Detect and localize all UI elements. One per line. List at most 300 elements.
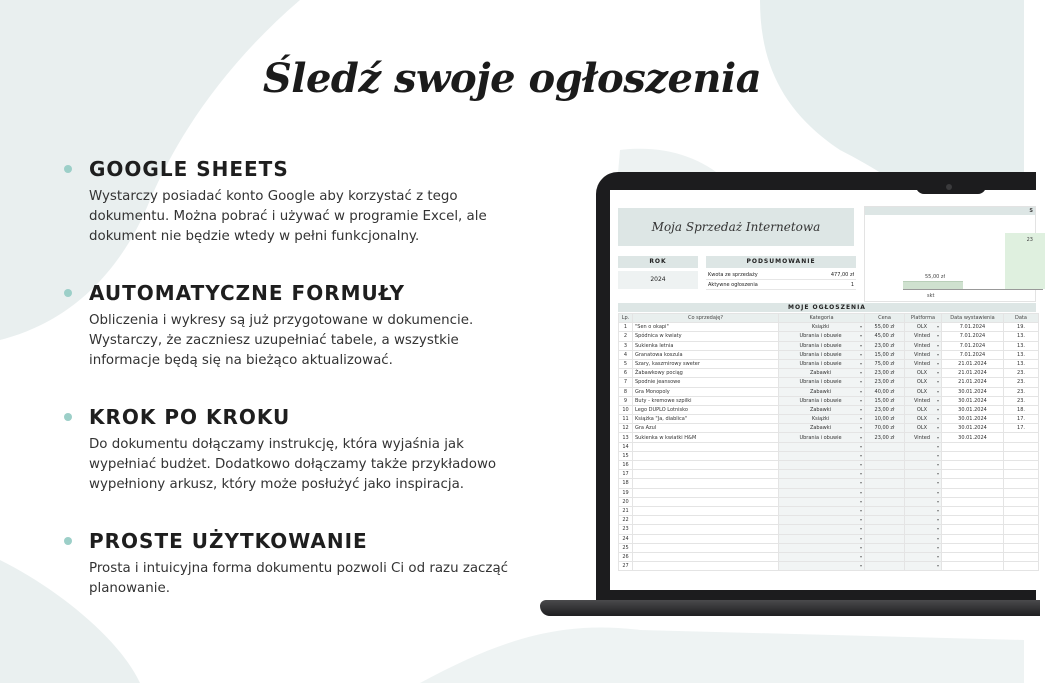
table-cell[interactable] xyxy=(633,424,779,433)
table-cell[interactable] xyxy=(865,442,905,451)
table-cell[interactable] xyxy=(865,506,905,515)
table-cell[interactable] xyxy=(865,525,905,534)
dropdown-arrow-icon[interactable]: ▾ xyxy=(936,480,939,486)
table-cell[interactable] xyxy=(633,543,779,552)
table-row xyxy=(619,323,1039,332)
cell-value: Książki xyxy=(811,416,830,423)
table-cell[interactable] xyxy=(633,516,779,525)
cell-value: OLX xyxy=(916,425,928,432)
table-cell[interactable] xyxy=(619,451,633,460)
table-cell[interactable] xyxy=(905,359,942,368)
table-cell[interactable] xyxy=(865,350,905,359)
table-cell[interactable] xyxy=(865,543,905,552)
table-cell[interactable] xyxy=(1004,552,1039,561)
table-cell[interactable] xyxy=(779,378,865,387)
bullet-dot-icon xyxy=(64,165,72,173)
table-cell[interactable] xyxy=(779,488,865,497)
cell-value: Ubrania i obuwie xyxy=(799,342,842,349)
table-cell[interactable] xyxy=(865,562,905,571)
table-row xyxy=(619,369,1039,378)
table-cell[interactable] xyxy=(779,470,865,479)
table-cell[interactable] xyxy=(619,516,633,525)
table-cell[interactable] xyxy=(942,562,1004,571)
feature-description: Obliczenia i wykresy są już przygotowane w dokumencie. Wystarczy, że zaczniesz uzupełniać tabele, a wszystkie informacje będą się na bieżąco aktualizować. xyxy=(89,313,474,368)
table-cell[interactable] xyxy=(942,359,1004,368)
dropdown-arrow-icon[interactable]: ▾ xyxy=(859,406,862,412)
dropdown-arrow-icon[interactable]: ▾ xyxy=(859,462,862,468)
table-cell[interactable] xyxy=(1004,488,1039,497)
dropdown-arrow-icon[interactable]: ▾ xyxy=(859,471,862,477)
table-cell[interactable] xyxy=(619,488,633,497)
cell-value: Zabawki xyxy=(809,406,832,413)
table-cell[interactable] xyxy=(619,405,633,414)
table-cell[interactable] xyxy=(619,543,633,552)
table-cell[interactable] xyxy=(905,516,942,525)
summary-header: PODSUMOWANIE xyxy=(706,256,856,268)
dropdown-arrow-icon[interactable]: ▾ xyxy=(936,489,939,495)
table-cell[interactable] xyxy=(1004,424,1039,433)
table-cell[interactable] xyxy=(633,451,779,460)
dropdown-arrow-icon[interactable]: ▾ xyxy=(859,379,862,385)
cell-value: Vinted xyxy=(913,397,931,404)
dropdown-arrow-icon[interactable]: ▾ xyxy=(859,508,862,514)
table-cell[interactable] xyxy=(619,497,633,506)
column-header: Data wystawienia xyxy=(942,314,1004,323)
dropdown-arrow-icon[interactable]: ▾ xyxy=(859,425,862,431)
chart-header-letter: S xyxy=(1029,208,1033,214)
table-cell[interactable] xyxy=(1004,359,1039,368)
table-cell[interactable] xyxy=(905,543,942,552)
table-cell[interactable] xyxy=(1004,562,1039,571)
table-cell[interactable] xyxy=(905,497,942,506)
table-cell[interactable] xyxy=(865,516,905,525)
dropdown-arrow-icon[interactable]: ▾ xyxy=(936,471,939,477)
cell-value: 30.01.2024 xyxy=(958,416,987,423)
cell-value: 21.01.2024 xyxy=(958,370,987,377)
table-cell[interactable] xyxy=(1004,323,1039,332)
table-cell[interactable] xyxy=(905,562,942,571)
table-cell[interactable] xyxy=(942,378,1004,387)
dropdown-arrow-icon[interactable]: ▾ xyxy=(859,443,862,449)
bullet-dot-icon xyxy=(64,537,72,545)
table-cell[interactable] xyxy=(1004,332,1039,341)
table-cell[interactable] xyxy=(865,552,905,561)
dropdown-arrow-icon[interactable]: ▾ xyxy=(936,370,939,376)
table-cell[interactable] xyxy=(633,350,779,359)
table-cell[interactable] xyxy=(942,433,1004,442)
dropdown-arrow-icon[interactable]: ▾ xyxy=(936,563,939,569)
table-cell[interactable] xyxy=(942,415,1004,424)
dropdown-arrow-icon[interactable]: ▾ xyxy=(936,406,939,412)
cell-value: 13. xyxy=(1017,333,1025,340)
table-cell[interactable] xyxy=(779,396,865,405)
table-cell[interactable] xyxy=(779,543,865,552)
table-cell[interactable] xyxy=(619,359,633,368)
table-cell[interactable] xyxy=(942,552,1004,561)
cell-value: 14 xyxy=(622,443,629,450)
table-cell[interactable] xyxy=(865,461,905,470)
table-cell[interactable] xyxy=(779,424,865,433)
table-cell[interactable] xyxy=(942,488,1004,497)
table-cell[interactable] xyxy=(1004,405,1039,414)
page-title: Śledź swoje ogłoszenia xyxy=(262,55,762,102)
table-cell[interactable] xyxy=(865,332,905,341)
table-cell[interactable] xyxy=(865,405,905,414)
dropdown-arrow-icon[interactable]: ▾ xyxy=(859,489,862,495)
table-cell[interactable] xyxy=(865,433,905,442)
table-cell[interactable] xyxy=(1004,433,1039,442)
table-cell[interactable] xyxy=(942,543,1004,552)
dropdown-arrow-icon[interactable]: ▾ xyxy=(936,443,939,449)
dropdown-arrow-icon[interactable]: ▾ xyxy=(859,544,862,550)
dropdown-arrow-icon[interactable]: ▾ xyxy=(859,333,862,339)
table-cell[interactable] xyxy=(1004,350,1039,359)
dropdown-arrow-icon[interactable]: ▾ xyxy=(859,361,862,367)
table-cell[interactable] xyxy=(905,332,942,341)
table-cell[interactable] xyxy=(905,369,942,378)
table-cell[interactable] xyxy=(633,341,779,350)
table-cell[interactable] xyxy=(905,424,942,433)
table-cell[interactable] xyxy=(779,332,865,341)
table-cell[interactable] xyxy=(619,369,633,378)
table-cell[interactable] xyxy=(779,506,865,515)
cell-value: 15,00 zł xyxy=(874,351,895,358)
dropdown-arrow-icon[interactable]: ▾ xyxy=(859,563,862,569)
dropdown-arrow-icon[interactable]: ▾ xyxy=(859,452,862,458)
table-body xyxy=(619,323,1039,571)
dropdown-arrow-icon[interactable]: ▾ xyxy=(936,333,939,339)
table-cell[interactable] xyxy=(633,387,779,396)
table-cell[interactable] xyxy=(865,479,905,488)
cell-value: Vinted xyxy=(913,333,931,340)
table-cell[interactable] xyxy=(905,525,942,534)
table-cell[interactable] xyxy=(633,470,779,479)
table-cell[interactable] xyxy=(1004,387,1039,396)
table-cell[interactable] xyxy=(942,451,1004,460)
table-cell[interactable] xyxy=(942,323,1004,332)
table-cell[interactable] xyxy=(905,405,942,414)
table-cell[interactable] xyxy=(619,341,633,350)
table-cell[interactable] xyxy=(942,442,1004,451)
dropdown-arrow-icon[interactable]: ▾ xyxy=(936,388,939,394)
table-cell[interactable] xyxy=(905,552,942,561)
table-cell[interactable] xyxy=(905,350,942,359)
cell-value: 13. xyxy=(1017,342,1025,349)
cell-value: Żabawkowy pociąg xyxy=(635,370,683,377)
table-cell[interactable] xyxy=(905,433,942,442)
dropdown-arrow-icon[interactable]: ▾ xyxy=(936,526,939,532)
dropdown-arrow-icon[interactable]: ▾ xyxy=(936,553,939,559)
table-cell[interactable] xyxy=(619,378,633,387)
table-cell[interactable] xyxy=(1004,396,1039,405)
cell-value: Zabawki xyxy=(809,370,832,377)
table-row xyxy=(619,497,1039,506)
cell-value: Vinted xyxy=(913,351,931,358)
table-cell[interactable] xyxy=(619,350,633,359)
table-cell[interactable] xyxy=(865,387,905,396)
dropdown-arrow-icon[interactable]: ▾ xyxy=(936,379,939,385)
table-cell[interactable] xyxy=(1004,543,1039,552)
table-cell[interactable] xyxy=(619,332,633,341)
cell-value: 1 xyxy=(623,324,628,331)
chart-axis xyxy=(903,289,1043,290)
dropdown-arrow-icon[interactable]: ▾ xyxy=(936,416,939,422)
dropdown-arrow-icon[interactable]: ▾ xyxy=(936,434,939,440)
table-cell[interactable] xyxy=(779,405,865,414)
year-value[interactable]: 2024 xyxy=(618,271,698,289)
table-cell[interactable] xyxy=(1004,341,1039,350)
dropdown-arrow-icon[interactable]: ▾ xyxy=(936,324,939,330)
table-cell[interactable] xyxy=(619,424,633,433)
table-cell[interactable] xyxy=(1004,378,1039,387)
table-cell[interactable] xyxy=(779,461,865,470)
table-cell[interactable] xyxy=(942,534,1004,543)
table-cell[interactable] xyxy=(619,396,633,405)
column-header: Kategoria xyxy=(779,314,865,323)
dropdown-arrow-icon[interactable]: ▾ xyxy=(936,397,939,403)
dropdown-arrow-icon[interactable]: ▾ xyxy=(859,370,862,376)
listings-table-title: MOJE OGŁOSZENIA xyxy=(618,303,1036,312)
table-cell[interactable] xyxy=(779,323,865,332)
cell-value: 25 xyxy=(622,544,629,551)
table-cell[interactable] xyxy=(942,341,1004,350)
table-cell[interactable] xyxy=(779,525,865,534)
table-row xyxy=(619,479,1039,488)
table-cell[interactable] xyxy=(905,378,942,387)
cell-value: 10,00 zł xyxy=(874,416,895,423)
table-cell[interactable] xyxy=(905,479,942,488)
table-cell[interactable] xyxy=(779,433,865,442)
table-cell[interactable] xyxy=(779,451,865,460)
chart-category-label: skt xyxy=(927,293,935,299)
table-cell[interactable] xyxy=(942,506,1004,515)
dropdown-arrow-icon[interactable]: ▾ xyxy=(859,416,862,422)
table-cell[interactable] xyxy=(905,506,942,515)
table-cell[interactable] xyxy=(619,525,633,534)
table-cell[interactable] xyxy=(905,387,942,396)
table-cell[interactable] xyxy=(865,497,905,506)
table-cell[interactable] xyxy=(619,442,633,451)
table-cell[interactable] xyxy=(942,479,1004,488)
table-cell[interactable] xyxy=(633,534,779,543)
table-cell[interactable] xyxy=(905,488,942,497)
table-cell[interactable] xyxy=(865,369,905,378)
table-cell[interactable] xyxy=(942,461,1004,470)
table-cell[interactable] xyxy=(633,323,779,332)
table-cell[interactable] xyxy=(619,479,633,488)
dropdown-arrow-icon[interactable]: ▾ xyxy=(859,480,862,486)
table-cell[interactable] xyxy=(779,415,865,424)
table-row xyxy=(619,534,1039,543)
dropdown-arrow-icon[interactable]: ▾ xyxy=(936,517,939,523)
table-cell[interactable] xyxy=(1004,506,1039,515)
table-cell[interactable] xyxy=(1004,451,1039,460)
table-cell[interactable] xyxy=(1004,525,1039,534)
table-cell[interactable] xyxy=(779,534,865,543)
table-cell[interactable] xyxy=(633,359,779,368)
dropdown-arrow-icon[interactable]: ▾ xyxy=(859,526,862,532)
cell-value: 23,00 zł xyxy=(874,434,895,441)
table-cell[interactable] xyxy=(633,433,779,442)
table-cell[interactable] xyxy=(633,497,779,506)
table-cell[interactable] xyxy=(865,323,905,332)
table-cell[interactable] xyxy=(619,534,633,543)
table-cell[interactable] xyxy=(942,470,1004,479)
table-cell[interactable] xyxy=(1004,470,1039,479)
table-cell[interactable] xyxy=(1004,497,1039,506)
table-cell[interactable] xyxy=(633,479,779,488)
cell-value: Spodnie jeansowe xyxy=(635,379,681,386)
dropdown-arrow-icon[interactable]: ▾ xyxy=(936,462,939,468)
table-cell[interactable] xyxy=(905,396,942,405)
table-cell[interactable] xyxy=(905,323,942,332)
cell-value: 23. xyxy=(1017,379,1025,386)
table-cell[interactable] xyxy=(865,488,905,497)
table-cell[interactable] xyxy=(905,415,942,424)
cell-value: Ubrania i obuwie xyxy=(799,379,842,386)
table-cell[interactable] xyxy=(619,470,633,479)
dropdown-arrow-icon[interactable]: ▾ xyxy=(859,351,862,357)
table-cell[interactable] xyxy=(779,359,865,368)
table-cell[interactable] xyxy=(633,405,779,414)
table-cell[interactable] xyxy=(942,369,1004,378)
dropdown-arrow-icon[interactable]: ▾ xyxy=(936,361,939,367)
table-cell[interactable] xyxy=(1004,479,1039,488)
dropdown-arrow-icon[interactable]: ▾ xyxy=(936,535,939,541)
table-cell[interactable] xyxy=(865,451,905,460)
summary-value: 477,00 zł xyxy=(830,272,854,278)
cell-value: 30.01.2024 xyxy=(958,425,987,432)
table-cell[interactable] xyxy=(942,350,1004,359)
table-cell[interactable] xyxy=(1004,516,1039,525)
table-cell[interactable] xyxy=(619,387,633,396)
table-cell[interactable] xyxy=(779,479,865,488)
table-cell[interactable] xyxy=(633,442,779,451)
table-cell[interactable] xyxy=(779,369,865,378)
table-cell[interactable] xyxy=(779,341,865,350)
table-cell[interactable] xyxy=(865,378,905,387)
table-cell[interactable] xyxy=(779,387,865,396)
table-row xyxy=(619,433,1039,442)
table-row xyxy=(619,350,1039,359)
table-cell[interactable] xyxy=(942,405,1004,414)
table-cell[interactable] xyxy=(779,552,865,561)
summary-chart xyxy=(864,206,1036,302)
table-cell[interactable] xyxy=(942,497,1004,506)
table-cell[interactable] xyxy=(619,323,633,332)
table-cell[interactable] xyxy=(779,562,865,571)
table-row xyxy=(619,488,1039,497)
table-cell[interactable] xyxy=(942,525,1004,534)
table-cell[interactable] xyxy=(619,562,633,571)
dropdown-arrow-icon[interactable]: ▾ xyxy=(936,452,939,458)
table-cell[interactable] xyxy=(633,332,779,341)
table-cell[interactable] xyxy=(779,516,865,525)
table-cell[interactable] xyxy=(633,396,779,405)
table-cell[interactable] xyxy=(633,525,779,534)
dropdown-arrow-icon[interactable]: ▾ xyxy=(859,397,862,403)
table-cell[interactable] xyxy=(633,552,779,561)
table-cell[interactable] xyxy=(779,497,865,506)
table-cell[interactable] xyxy=(865,396,905,405)
dropdown-arrow-icon[interactable]: ▾ xyxy=(859,535,862,541)
table-cell[interactable] xyxy=(633,562,779,571)
table-cell[interactable] xyxy=(1004,534,1039,543)
table-cell[interactable] xyxy=(619,415,633,424)
table-cell[interactable] xyxy=(633,369,779,378)
dropdown-arrow-icon[interactable]: ▾ xyxy=(936,425,939,431)
dropdown-arrow-icon[interactable]: ▾ xyxy=(859,553,862,559)
table-cell[interactable] xyxy=(942,516,1004,525)
table-cell[interactable] xyxy=(619,461,633,470)
table-cell[interactable] xyxy=(865,424,905,433)
table-cell[interactable] xyxy=(1004,415,1039,424)
table-cell[interactable] xyxy=(942,387,1004,396)
dropdown-arrow-icon[interactable]: ▾ xyxy=(859,517,862,523)
table-cell[interactable] xyxy=(619,433,633,442)
table-cell[interactable] xyxy=(942,424,1004,433)
table-cell[interactable] xyxy=(905,461,942,470)
cell-value: 27 xyxy=(622,563,629,570)
dropdown-arrow-icon[interactable]: ▾ xyxy=(859,324,862,330)
cell-value: Sukienka letnia xyxy=(635,342,674,349)
table-cell[interactable] xyxy=(865,470,905,479)
table-cell[interactable] xyxy=(905,341,942,350)
feature-google-sheets xyxy=(62,156,532,280)
table-cell[interactable] xyxy=(865,359,905,368)
table-cell[interactable] xyxy=(865,415,905,424)
table-cell[interactable] xyxy=(865,341,905,350)
dropdown-arrow-icon[interactable]: ▾ xyxy=(936,342,939,348)
dropdown-arrow-icon[interactable]: ▾ xyxy=(859,498,862,504)
table-cell[interactable] xyxy=(1004,442,1039,451)
table-cell[interactable] xyxy=(619,506,633,515)
cell-value: Granatowa koszula xyxy=(635,351,683,358)
table-cell[interactable] xyxy=(865,534,905,543)
dropdown-arrow-icon[interactable]: ▾ xyxy=(859,342,862,348)
cell-value: 26 xyxy=(622,553,629,560)
table-cell[interactable] xyxy=(905,470,942,479)
cell-value: 7 xyxy=(623,379,628,386)
chart-bar xyxy=(903,281,963,289)
dropdown-arrow-icon[interactable]: ▾ xyxy=(936,544,939,550)
table-cell[interactable] xyxy=(1004,369,1039,378)
table-cell[interactable] xyxy=(633,488,779,497)
table-cell[interactable] xyxy=(619,552,633,561)
dropdown-arrow-icon[interactable]: ▾ xyxy=(936,508,939,514)
table-cell[interactable] xyxy=(905,451,942,460)
table-cell[interactable] xyxy=(633,461,779,470)
table-cell[interactable] xyxy=(779,350,865,359)
table-cell[interactable] xyxy=(905,534,942,543)
dropdown-arrow-icon[interactable]: ▾ xyxy=(936,351,939,357)
dropdown-arrow-icon[interactable]: ▾ xyxy=(936,498,939,504)
cell-value: 18 xyxy=(622,480,629,487)
table-cell[interactable] xyxy=(633,415,779,424)
table-cell[interactable] xyxy=(633,378,779,387)
cell-value: 21.01.2024 xyxy=(958,379,987,386)
table-cell[interactable] xyxy=(1004,461,1039,470)
dropdown-arrow-icon[interactable]: ▾ xyxy=(859,434,862,440)
table-cell[interactable] xyxy=(779,442,865,451)
dropdown-arrow-icon[interactable]: ▾ xyxy=(859,388,862,394)
table-cell[interactable] xyxy=(633,506,779,515)
table-cell[interactable] xyxy=(942,396,1004,405)
table-row xyxy=(619,378,1039,387)
table-row xyxy=(619,506,1039,515)
table-cell[interactable] xyxy=(905,442,942,451)
table-cell[interactable] xyxy=(942,332,1004,341)
